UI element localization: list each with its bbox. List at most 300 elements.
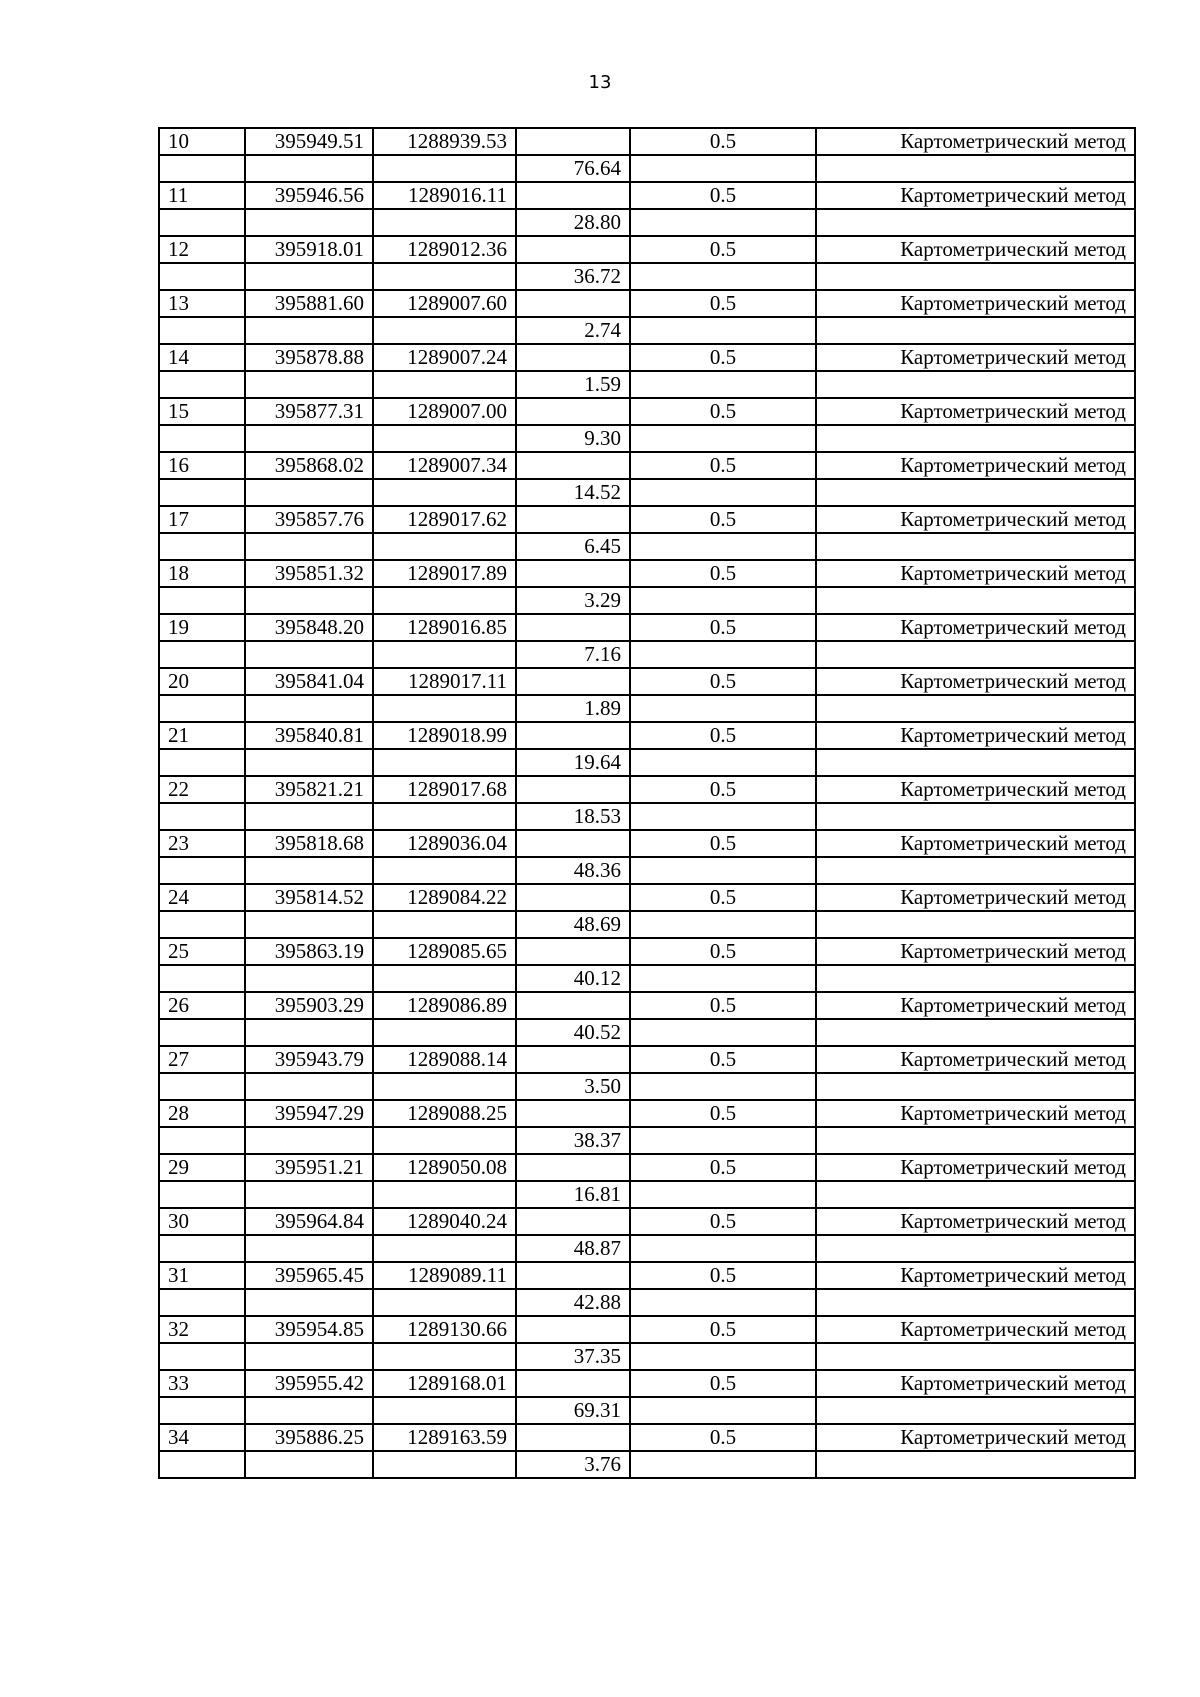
point-row [159, 1316, 1135, 1343]
segment-length-cell: 36.72 [516, 263, 630, 290]
segment-length-cell: 3.29 [516, 587, 630, 614]
empty-cell [516, 560, 630, 587]
accuracy-cell: 0.5 [630, 236, 816, 263]
empty-cell [516, 776, 630, 803]
empty-cell [159, 263, 245, 290]
empty-cell [516, 1208, 630, 1235]
point-number-cell: 20 [159, 668, 245, 695]
page-number: 13 [588, 72, 612, 93]
point-row [159, 1208, 1135, 1235]
empty-cell [373, 479, 516, 506]
x-coordinate-cell: 395868.02 [245, 452, 373, 479]
empty-cell [159, 1181, 245, 1208]
accuracy-cell: 0.5 [630, 1208, 816, 1235]
x-coordinate-cell: 395886.25 [245, 1424, 373, 1451]
empty-cell [816, 695, 1135, 722]
x-coordinate-cell: 395821.21 [245, 776, 373, 803]
y-coordinate-cell: 1289007.24 [373, 344, 516, 371]
point-row [159, 236, 1135, 263]
segment-length-cell: 14.52 [516, 479, 630, 506]
segment-row [159, 1019, 1135, 1046]
method-cell: Картометрический метод [816, 884, 1135, 911]
empty-cell [245, 371, 373, 398]
empty-cell [159, 911, 245, 938]
empty-cell [159, 155, 245, 182]
point-number-cell: 12 [159, 236, 245, 263]
point-row [159, 1100, 1135, 1127]
point-row [159, 452, 1135, 479]
x-coordinate-cell: 395848.20 [245, 614, 373, 641]
segment-length-cell: 7.16 [516, 641, 630, 668]
empty-cell [516, 722, 630, 749]
empty-cell [516, 398, 630, 425]
method-cell: Картометрический метод [816, 452, 1135, 479]
empty-cell [516, 128, 630, 155]
empty-cell [816, 1181, 1135, 1208]
empty-cell [630, 1019, 816, 1046]
method-cell: Картометрический метод [816, 722, 1135, 749]
x-coordinate-cell: 395947.29 [245, 1100, 373, 1127]
segment-length-cell: 3.76 [516, 1451, 630, 1478]
empty-cell [630, 1181, 816, 1208]
segment-length-cell: 9.30 [516, 425, 630, 452]
accuracy-cell: 0.5 [630, 722, 816, 749]
empty-cell [516, 182, 630, 209]
empty-cell [159, 1397, 245, 1424]
y-coordinate-cell: 1289017.62 [373, 506, 516, 533]
segment-row [159, 371, 1135, 398]
accuracy-cell: 0.5 [630, 560, 816, 587]
point-row [159, 668, 1135, 695]
segment-row [159, 1451, 1135, 1478]
empty-cell [373, 1019, 516, 1046]
empty-cell [159, 533, 245, 560]
segment-length-cell: 76.64 [516, 155, 630, 182]
method-cell: Картометрический метод [816, 398, 1135, 425]
empty-cell [159, 209, 245, 236]
point-row [159, 1262, 1135, 1289]
empty-cell [516, 1316, 630, 1343]
method-cell: Картометрический метод [816, 1262, 1135, 1289]
segment-row [159, 749, 1135, 776]
y-coordinate-cell: 1289017.68 [373, 776, 516, 803]
empty-cell [159, 965, 245, 992]
y-coordinate-cell: 1289089.11 [373, 1262, 516, 1289]
accuracy-cell: 0.5 [630, 668, 816, 695]
segment-row [159, 695, 1135, 722]
segment-length-cell: 48.87 [516, 1235, 630, 1262]
accuracy-cell: 0.5 [630, 1262, 816, 1289]
point-number-cell: 22 [159, 776, 245, 803]
method-cell: Картометрический метод [816, 560, 1135, 587]
empty-cell [816, 479, 1135, 506]
accuracy-cell: 0.5 [630, 128, 816, 155]
empty-cell [630, 1397, 816, 1424]
point-row [159, 182, 1135, 209]
method-cell: Картометрический метод [816, 1100, 1135, 1127]
point-number-cell: 17 [159, 506, 245, 533]
empty-cell [373, 587, 516, 614]
point-row [159, 938, 1135, 965]
point-row [159, 128, 1135, 155]
x-coordinate-cell: 395955.42 [245, 1370, 373, 1397]
point-number-cell: 16 [159, 452, 245, 479]
empty-cell [816, 965, 1135, 992]
segment-row [159, 263, 1135, 290]
y-coordinate-cell: 1289018.99 [373, 722, 516, 749]
empty-cell [245, 479, 373, 506]
x-coordinate-cell: 395877.31 [245, 398, 373, 425]
empty-cell [516, 1424, 630, 1451]
segment-row [159, 1343, 1135, 1370]
method-cell: Картометрический метод [816, 506, 1135, 533]
y-coordinate-cell: 1289012.36 [373, 236, 516, 263]
empty-cell [373, 1343, 516, 1370]
point-row [159, 884, 1135, 911]
empty-cell [516, 830, 630, 857]
segment-row [159, 1289, 1135, 1316]
accuracy-cell: 0.5 [630, 938, 816, 965]
empty-cell [630, 479, 816, 506]
empty-cell [245, 911, 373, 938]
segment-row [159, 1397, 1135, 1424]
method-cell: Картометрический метод [816, 776, 1135, 803]
segment-length-cell: 3.50 [516, 1073, 630, 1100]
empty-cell [516, 1262, 630, 1289]
empty-cell [245, 857, 373, 884]
point-row [159, 992, 1135, 1019]
y-coordinate-cell: 1289085.65 [373, 938, 516, 965]
accuracy-cell: 0.5 [630, 830, 816, 857]
empty-cell [630, 857, 816, 884]
empty-cell [816, 1451, 1135, 1478]
empty-cell [159, 1235, 245, 1262]
point-row [159, 560, 1135, 587]
empty-cell [159, 695, 245, 722]
empty-cell [159, 857, 245, 884]
empty-cell [245, 1019, 373, 1046]
empty-cell [630, 1451, 816, 1478]
empty-cell [159, 1127, 245, 1154]
method-cell: Картометрический метод [816, 614, 1135, 641]
y-coordinate-cell: 1289084.22 [373, 884, 516, 911]
segment-row [159, 1235, 1135, 1262]
empty-cell [373, 857, 516, 884]
y-coordinate-cell: 1289050.08 [373, 1154, 516, 1181]
empty-cell [516, 614, 630, 641]
segment-length-cell: 1.59 [516, 371, 630, 398]
empty-cell [630, 263, 816, 290]
point-number-cell: 10 [159, 128, 245, 155]
empty-cell [245, 1397, 373, 1424]
empty-cell [373, 155, 516, 182]
empty-cell [816, 1343, 1135, 1370]
empty-cell [245, 263, 373, 290]
empty-cell [373, 425, 516, 452]
empty-cell [516, 992, 630, 1019]
point-row [159, 1154, 1135, 1181]
empty-cell [373, 533, 516, 560]
x-coordinate-cell: 395949.51 [245, 128, 373, 155]
empty-cell [245, 1343, 373, 1370]
point-row [159, 344, 1135, 371]
y-coordinate-cell: 1289007.60 [373, 290, 516, 317]
point-row [159, 722, 1135, 749]
empty-cell [630, 1289, 816, 1316]
point-number-cell: 26 [159, 992, 245, 1019]
accuracy-cell: 0.5 [630, 1046, 816, 1073]
empty-cell [630, 965, 816, 992]
segment-length-cell: 18.53 [516, 803, 630, 830]
accuracy-cell: 0.5 [630, 884, 816, 911]
empty-cell [245, 1451, 373, 1478]
empty-cell [630, 641, 816, 668]
empty-cell [159, 1073, 245, 1100]
empty-cell [630, 317, 816, 344]
method-cell: Картометрический метод [816, 992, 1135, 1019]
empty-cell [516, 1154, 630, 1181]
method-cell: Картометрический метод [816, 236, 1135, 263]
empty-cell [373, 1127, 516, 1154]
method-cell: Картометрический метод [816, 1154, 1135, 1181]
empty-cell [159, 371, 245, 398]
y-coordinate-cell: 1289088.14 [373, 1046, 516, 1073]
empty-cell [816, 1397, 1135, 1424]
accuracy-cell: 0.5 [630, 1370, 816, 1397]
segment-row [159, 1073, 1135, 1100]
accuracy-cell: 0.5 [630, 182, 816, 209]
point-number-cell: 34 [159, 1424, 245, 1451]
empty-cell [245, 317, 373, 344]
point-number-cell: 15 [159, 398, 245, 425]
point-number-cell: 23 [159, 830, 245, 857]
y-coordinate-cell: 1289036.04 [373, 830, 516, 857]
empty-cell [159, 1451, 245, 1478]
segment-row [159, 317, 1135, 344]
x-coordinate-cell: 395954.85 [245, 1316, 373, 1343]
empty-cell [816, 641, 1135, 668]
segment-length-cell: 28.80 [516, 209, 630, 236]
point-number-cell: 14 [159, 344, 245, 371]
empty-cell [516, 1370, 630, 1397]
point-number-cell: 25 [159, 938, 245, 965]
accuracy-cell: 0.5 [630, 290, 816, 317]
segment-length-cell: 38.37 [516, 1127, 630, 1154]
empty-cell [245, 641, 373, 668]
empty-cell [159, 803, 245, 830]
x-coordinate-cell: 395951.21 [245, 1154, 373, 1181]
empty-cell [159, 749, 245, 776]
point-number-cell: 28 [159, 1100, 245, 1127]
point-number-cell: 19 [159, 614, 245, 641]
y-coordinate-cell: 1289017.89 [373, 560, 516, 587]
method-cell: Картометрический метод [816, 1424, 1135, 1451]
x-coordinate-cell: 395946.56 [245, 182, 373, 209]
empty-cell [630, 587, 816, 614]
point-row [159, 506, 1135, 533]
empty-cell [516, 236, 630, 263]
point-number-cell: 32 [159, 1316, 245, 1343]
x-coordinate-cell: 395878.88 [245, 344, 373, 371]
empty-cell [816, 209, 1135, 236]
empty-cell [516, 1046, 630, 1073]
accuracy-cell: 0.5 [630, 776, 816, 803]
empty-cell [816, 1073, 1135, 1100]
segment-row [159, 155, 1135, 182]
point-number-cell: 33 [159, 1370, 245, 1397]
y-coordinate-cell: 1289130.66 [373, 1316, 516, 1343]
empty-cell [816, 425, 1135, 452]
empty-cell [245, 587, 373, 614]
segment-row [159, 425, 1135, 452]
point-row [159, 398, 1135, 425]
empty-cell [245, 803, 373, 830]
x-coordinate-cell: 395857.76 [245, 506, 373, 533]
empty-cell [245, 533, 373, 560]
accuracy-cell: 0.5 [630, 452, 816, 479]
empty-cell [245, 1181, 373, 1208]
empty-cell [630, 803, 816, 830]
y-coordinate-cell: 1289168.01 [373, 1370, 516, 1397]
point-number-cell: 13 [159, 290, 245, 317]
empty-cell [630, 533, 816, 560]
empty-cell [373, 641, 516, 668]
empty-cell [373, 803, 516, 830]
empty-cell [373, 1289, 516, 1316]
empty-cell [373, 263, 516, 290]
x-coordinate-cell: 395943.79 [245, 1046, 373, 1073]
method-cell: Картометрический метод [816, 182, 1135, 209]
point-number-cell: 11 [159, 182, 245, 209]
segment-row [159, 641, 1135, 668]
empty-cell [630, 1073, 816, 1100]
accuracy-cell: 0.5 [630, 1316, 816, 1343]
empty-cell [816, 317, 1135, 344]
empty-cell [516, 884, 630, 911]
empty-cell [630, 695, 816, 722]
x-coordinate-cell: 395903.29 [245, 992, 373, 1019]
x-coordinate-cell: 395863.19 [245, 938, 373, 965]
empty-cell [630, 371, 816, 398]
accuracy-cell: 0.5 [630, 1154, 816, 1181]
point-number-cell: 18 [159, 560, 245, 587]
segment-row [159, 587, 1135, 614]
method-cell: Картометрический метод [816, 1370, 1135, 1397]
empty-cell [630, 155, 816, 182]
empty-cell [373, 1181, 516, 1208]
point-number-cell: 21 [159, 722, 245, 749]
empty-cell [630, 1235, 816, 1262]
empty-cell [373, 1451, 516, 1478]
empty-cell [630, 209, 816, 236]
accuracy-cell: 0.5 [630, 344, 816, 371]
segment-length-cell: 48.69 [516, 911, 630, 938]
segment-row [159, 209, 1135, 236]
empty-cell [373, 371, 516, 398]
empty-cell [816, 1235, 1135, 1262]
empty-cell [159, 1289, 245, 1316]
empty-cell [245, 1235, 373, 1262]
x-coordinate-cell: 395851.32 [245, 560, 373, 587]
method-cell: Картометрический метод [816, 830, 1135, 857]
empty-cell [630, 1127, 816, 1154]
point-row [159, 1046, 1135, 1073]
empty-cell [816, 1127, 1135, 1154]
segment-row [159, 533, 1135, 560]
coordinates-table [158, 127, 1136, 1479]
method-cell: Картометрический метод [816, 1316, 1135, 1343]
point-number-cell: 24 [159, 884, 245, 911]
segment-length-cell: 19.64 [516, 749, 630, 776]
x-coordinate-cell: 395841.04 [245, 668, 373, 695]
empty-cell [816, 1289, 1135, 1316]
segment-row [159, 911, 1135, 938]
empty-cell [245, 749, 373, 776]
empty-cell [159, 587, 245, 614]
empty-cell [159, 425, 245, 452]
x-coordinate-cell: 395918.01 [245, 236, 373, 263]
x-coordinate-cell: 395814.52 [245, 884, 373, 911]
point-row [159, 1424, 1135, 1451]
empty-cell [245, 1289, 373, 1316]
y-coordinate-cell: 1289086.89 [373, 992, 516, 1019]
empty-cell [816, 533, 1135, 560]
x-coordinate-cell: 395965.45 [245, 1262, 373, 1289]
empty-cell [816, 803, 1135, 830]
empty-cell [159, 1019, 245, 1046]
point-row [159, 1370, 1135, 1397]
empty-cell [245, 695, 373, 722]
y-coordinate-cell: 1288939.53 [373, 128, 516, 155]
empty-cell [373, 209, 516, 236]
empty-cell [373, 965, 516, 992]
empty-cell [516, 938, 630, 965]
point-row [159, 290, 1135, 317]
accuracy-cell: 0.5 [630, 398, 816, 425]
accuracy-cell: 0.5 [630, 1100, 816, 1127]
empty-cell [245, 1073, 373, 1100]
empty-cell [159, 479, 245, 506]
empty-cell [816, 587, 1135, 614]
empty-cell [373, 317, 516, 344]
method-cell: Картометрический метод [816, 668, 1135, 695]
empty-cell [816, 155, 1135, 182]
empty-cell [516, 506, 630, 533]
y-coordinate-cell: 1289163.59 [373, 1424, 516, 1451]
empty-cell [245, 1127, 373, 1154]
segment-length-cell: 42.88 [516, 1289, 630, 1316]
empty-cell [630, 749, 816, 776]
method-cell: Картометрический метод [816, 1208, 1135, 1235]
empty-cell [245, 155, 373, 182]
empty-cell [373, 1235, 516, 1262]
accuracy-cell: 0.5 [630, 614, 816, 641]
empty-cell [159, 1343, 245, 1370]
empty-cell [630, 425, 816, 452]
segment-row [159, 965, 1135, 992]
empty-cell [630, 911, 816, 938]
empty-cell [516, 1100, 630, 1127]
empty-cell [245, 425, 373, 452]
segment-row [159, 1181, 1135, 1208]
segment-length-cell: 1.89 [516, 695, 630, 722]
x-coordinate-cell: 395881.60 [245, 290, 373, 317]
accuracy-cell: 0.5 [630, 992, 816, 1019]
method-cell: Картометрический метод [816, 290, 1135, 317]
empty-cell [245, 965, 373, 992]
point-number-cell: 31 [159, 1262, 245, 1289]
y-coordinate-cell: 1289016.11 [373, 182, 516, 209]
